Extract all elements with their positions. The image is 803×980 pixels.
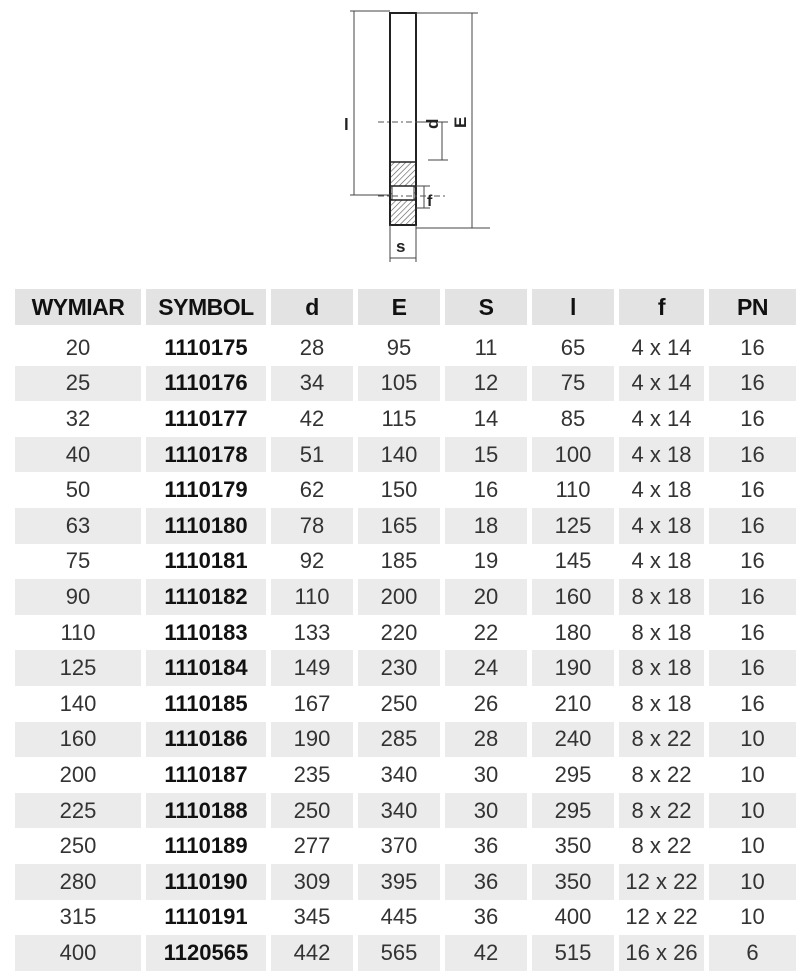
table-cell: 250 <box>59 833 97 859</box>
table-cell: 25 <box>15 366 141 402</box>
table-cell: 185 <box>380 548 418 574</box>
table-cell: 4 x 18 <box>631 477 692 503</box>
table-cell: 105 <box>358 366 440 402</box>
table-cell: 167 <box>293 690 331 716</box>
dim-label-s: s <box>396 237 406 256</box>
table-cell: 350 <box>532 864 614 900</box>
table-row <box>15 935 796 971</box>
table-row <box>15 864 796 900</box>
dim-label-f: f <box>427 193 433 210</box>
table-cell: 51 <box>271 437 353 473</box>
table-cell: 14 <box>473 405 499 431</box>
table-cell: 442 <box>271 935 353 971</box>
table-cell: 395 <box>358 864 440 900</box>
table-cell: 140 <box>358 437 440 473</box>
table-cell: 28 <box>445 722 527 758</box>
table-cell: 277 <box>293 833 331 859</box>
table-cell: 16 <box>473 477 499 503</box>
table-cell: 16 <box>740 548 765 574</box>
table-cell: 240 <box>532 722 614 758</box>
table-cell: 110 <box>555 477 591 503</box>
table-cell: 12 x 22 <box>625 904 698 930</box>
symbol-cell: 1110183 <box>164 619 248 645</box>
table-row <box>15 793 796 829</box>
flange-drawing <box>330 0 500 270</box>
table-cell: 8 x 18 <box>631 619 692 645</box>
symbol-cell: 1110191 <box>164 904 248 930</box>
table-cell: 400 <box>15 935 141 971</box>
table-cell: 36 <box>445 864 527 900</box>
table-cell: 30 <box>445 793 527 829</box>
table-cell: 295 <box>532 793 614 829</box>
table-cell: 16 <box>709 437 796 473</box>
dim-label-d: d <box>423 118 442 129</box>
table-cell: 42 <box>299 405 325 431</box>
table-cell: 16 <box>740 690 765 716</box>
table-row <box>15 650 796 686</box>
table-cell: 160 <box>15 722 141 758</box>
table-row <box>15 686 796 722</box>
table-header-row <box>15 289 796 330</box>
dim-label-l: l <box>344 115 349 134</box>
table-row <box>15 330 796 366</box>
symbol-cell: 1110187 <box>164 761 248 787</box>
table-cell: 15 <box>445 437 527 473</box>
table-cell: 10 <box>740 904 765 930</box>
table-cell: 210 <box>554 690 592 716</box>
table-cell: 10 <box>740 761 765 787</box>
table-cell: 16 <box>740 334 765 360</box>
table-cell: 85 <box>560 405 586 431</box>
table-cell: 295 <box>554 761 592 787</box>
column-header: S <box>445 289 527 330</box>
table-cell: 125 <box>15 650 141 686</box>
table-cell: 16 <box>740 477 765 503</box>
table-cell: 230 <box>358 650 440 686</box>
symbol-cell: 1110180 <box>146 508 266 544</box>
table-cell: 180 <box>554 619 592 645</box>
table-cell: 110 <box>60 619 96 645</box>
table-cell: 50 <box>65 477 91 503</box>
table-cell: 145 <box>554 548 592 574</box>
table-cell: 190 <box>532 650 614 686</box>
table-cell: 350 <box>554 833 592 859</box>
table-cell: 11 <box>474 334 498 360</box>
symbol-cell: 1110181 <box>164 548 248 574</box>
table-cell: 40 <box>15 437 141 473</box>
table-cell: 10 <box>740 833 765 859</box>
table-cell: 10 <box>709 793 796 829</box>
symbol-cell: 1110186 <box>146 722 266 758</box>
table-cell: 165 <box>358 508 440 544</box>
column-header: d <box>271 289 353 330</box>
symbol-cell: 1110185 <box>164 690 248 716</box>
column-header: l <box>532 289 614 330</box>
table-cell: 16 <box>709 650 796 686</box>
table-cell: 90 <box>15 579 141 615</box>
table-cell: 4 x 14 <box>631 405 692 431</box>
table-cell: 220 <box>380 619 418 645</box>
symbol-cell: 1110179 <box>164 477 248 503</box>
table-cell: 8 x 22 <box>619 722 704 758</box>
table-cell: 4 x 18 <box>619 508 704 544</box>
table-cell: 515 <box>532 935 614 971</box>
symbol-cell: 1110178 <box>146 437 266 473</box>
table-cell: 190 <box>271 722 353 758</box>
table-cell: 8 x 22 <box>619 793 704 829</box>
table-cell: 250 <box>271 793 353 829</box>
column-header: WYMIAR <box>15 289 141 330</box>
table-cell: 34 <box>271 366 353 402</box>
table-cell: 20 <box>65 334 91 360</box>
table-cell: 4 x 18 <box>619 437 704 473</box>
table-cell: 200 <box>59 761 97 787</box>
table-cell: 125 <box>532 508 614 544</box>
table-row <box>15 900 796 936</box>
table-cell: 18 <box>445 508 527 544</box>
table-cell: 225 <box>15 793 141 829</box>
table-cell: 8 x 18 <box>619 650 704 686</box>
column-header: SYMBOL <box>146 289 266 330</box>
table-cell: 75 <box>532 366 614 402</box>
table-cell: 95 <box>386 334 412 360</box>
table-cell: 235 <box>293 761 331 787</box>
table-cell: 6 <box>709 935 796 971</box>
table-cell: 160 <box>532 579 614 615</box>
table-cell: 8 x 22 <box>631 761 692 787</box>
table-cell: 8 x 18 <box>631 690 692 716</box>
table-cell: 445 <box>380 904 418 930</box>
table-row <box>15 722 796 758</box>
table-cell: 370 <box>380 833 418 859</box>
table-cell: 28 <box>299 334 325 360</box>
table-cell: 140 <box>59 690 97 716</box>
table-cell: 340 <box>358 793 440 829</box>
table-cell: 75 <box>65 548 91 574</box>
table-cell: 26 <box>473 690 499 716</box>
table-cell: 149 <box>271 650 353 686</box>
table-row <box>15 508 796 544</box>
table-row <box>15 437 796 473</box>
column-header: f <box>619 289 704 330</box>
table-cell: 4 x 14 <box>631 334 692 360</box>
table-cell: 345 <box>293 904 331 930</box>
table-row <box>15 401 796 437</box>
table-row <box>15 544 796 580</box>
table-cell: 16 <box>709 508 796 544</box>
table-cell: 250 <box>380 690 418 716</box>
table-cell: 8 x 22 <box>631 833 692 859</box>
dim-label-E: E <box>451 116 470 128</box>
table-cell: 65 <box>560 334 586 360</box>
symbol-cell: 1110176 <box>146 366 266 402</box>
spec-table <box>10 289 801 971</box>
table-cell: 10 <box>709 864 796 900</box>
table-cell: 100 <box>532 437 614 473</box>
table-cell: 78 <box>271 508 353 544</box>
table-cell: 400 <box>554 904 592 930</box>
symbol-cell: 1110177 <box>164 405 248 431</box>
table-row <box>15 579 796 615</box>
table-cell: 92 <box>299 548 325 574</box>
table-cell: 16 x 26 <box>619 935 704 971</box>
table-row <box>15 615 796 651</box>
table-cell: 16 <box>709 366 796 402</box>
table-cell: 10 <box>709 722 796 758</box>
table-cell: 110 <box>271 579 353 615</box>
table-row <box>15 757 796 793</box>
table-cell: 16 <box>740 405 765 431</box>
table-cell: 4 x 14 <box>619 366 704 402</box>
symbol-cell: 1110182 <box>146 579 266 615</box>
symbol-cell: 1110175 <box>164 334 248 360</box>
table-cell: 8 x 18 <box>619 579 704 615</box>
table-cell: 24 <box>445 650 527 686</box>
table-cell: 20 <box>445 579 527 615</box>
table-cell: 115 <box>381 405 417 431</box>
table-cell: 12 x 22 <box>619 864 704 900</box>
table-cell: 4 x 18 <box>631 548 692 574</box>
table-cell: 36 <box>473 904 499 930</box>
table-cell: 565 <box>358 935 440 971</box>
table-cell: 42 <box>445 935 527 971</box>
table-cell: 133 <box>293 619 331 645</box>
symbol-cell: 1110190 <box>146 864 266 900</box>
symbol-cell: 1110189 <box>164 833 248 859</box>
table-cell: 63 <box>15 508 141 544</box>
symbol-cell: 1110184 <box>146 650 266 686</box>
table-row <box>15 366 796 402</box>
table-cell: 280 <box>15 864 141 900</box>
table-cell: 16 <box>709 579 796 615</box>
table-cell: 340 <box>380 761 418 787</box>
table-cell: 19 <box>473 548 499 574</box>
table-cell: 309 <box>271 864 353 900</box>
table-cell: 285 <box>358 722 440 758</box>
column-header: E <box>358 289 440 330</box>
table-cell: 12 <box>445 366 527 402</box>
table-cell: 30 <box>473 761 499 787</box>
table-row <box>15 828 796 864</box>
column-header: PN <box>709 289 796 330</box>
table-cell: 62 <box>299 477 325 503</box>
table-body <box>15 330 796 971</box>
symbol-cell: 1110188 <box>146 793 266 829</box>
symbol-cell: 1120565 <box>146 935 266 971</box>
table-cell: 22 <box>473 619 499 645</box>
table-cell: 16 <box>740 619 765 645</box>
table-cell: 32 <box>65 405 91 431</box>
table-row <box>15 472 796 508</box>
table-cell: 315 <box>59 904 97 930</box>
table-cell: 150 <box>380 477 418 503</box>
table-cell: 200 <box>358 579 440 615</box>
table-cell: 36 <box>473 833 499 859</box>
